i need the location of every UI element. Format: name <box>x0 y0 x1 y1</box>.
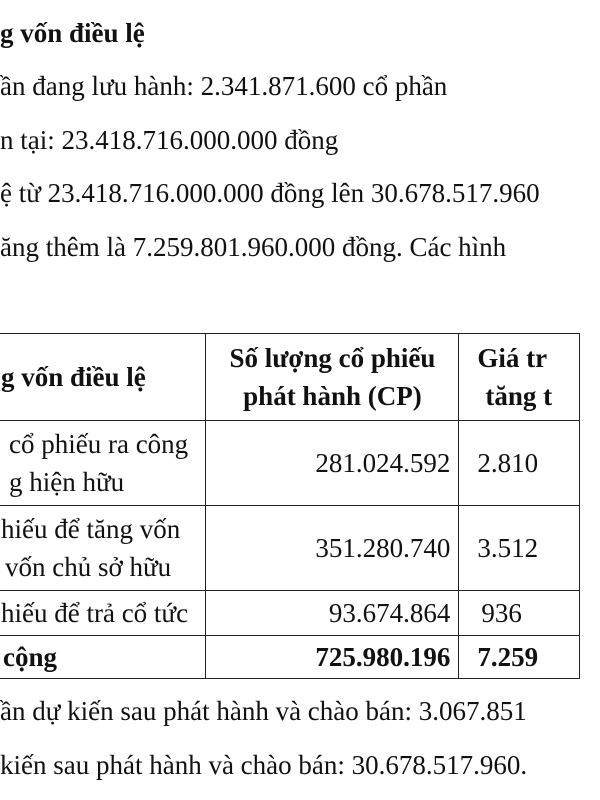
row-value: 936 <box>459 591 580 636</box>
header-quantity <box>206 334 459 421</box>
header-value-line2: tăng t <box>485 381 553 411</box>
header-quantity-line1: Số lượng cổ phiếu <box>229 343 436 373</box>
header-value <box>459 334 580 421</box>
table-header-row <box>0 334 580 421</box>
row-quantity: 351.280.740 <box>206 506 459 591</box>
row-method <box>0 421 206 506</box>
row-quantity: 93.674.864 <box>206 591 459 636</box>
row-value: 3.512 <box>459 506 580 591</box>
row-method <box>0 506 206 591</box>
section-heading: g vốn điều lệ <box>0 18 145 48</box>
row-method-line2: vốn chủ sở hữu <box>5 552 172 582</box>
table-total-row <box>0 636 580 679</box>
row-method: hiếu để trả cổ tức <box>0 591 206 636</box>
table-row <box>0 506 580 591</box>
capital-increase-table <box>0 333 580 679</box>
current-capital-line: n tại: 23.418.716.000.000 đồng <box>0 125 339 155</box>
row-method-line2: g hiện hữu <box>9 467 125 497</box>
total-quantity: 725.980.196 <box>206 636 459 679</box>
capital-after-issuance-line: kiến sau phát hành và chào bán: 30.678.517.960. <box>0 750 528 780</box>
capital-increase-line: ệ từ 23.418.716.000.000 đồng lên 30.678.517.960 <box>0 178 540 208</box>
row-method-line1: hiếu để tăng vốn <box>1 514 181 544</box>
header-method: g vốn điều lệ <box>0 334 206 421</box>
header-value-line1: Giá tr <box>477 343 548 373</box>
table-row <box>0 591 580 636</box>
header-quantity-line2: phát hành (CP) <box>243 381 422 411</box>
row-quantity: 281.024.592 <box>206 421 459 506</box>
increase-amount-line: ăng thêm là 7.259.801.960.000 đồng. Các hình <box>0 232 507 262</box>
total-value: 7.259 <box>459 636 580 679</box>
row-method-line1: cổ phiếu ra công <box>9 429 189 459</box>
total-label: cộng <box>0 636 206 679</box>
row-value: 2.810 <box>459 421 580 506</box>
shares-outstanding-line: ần đang lưu hành: 2.341.871.600 cổ phần <box>0 71 448 101</box>
shares-after-issuance-line: ần dự kiến sau phát hành và chào bán: 3.067.851 <box>0 696 527 726</box>
table-row <box>0 421 580 506</box>
